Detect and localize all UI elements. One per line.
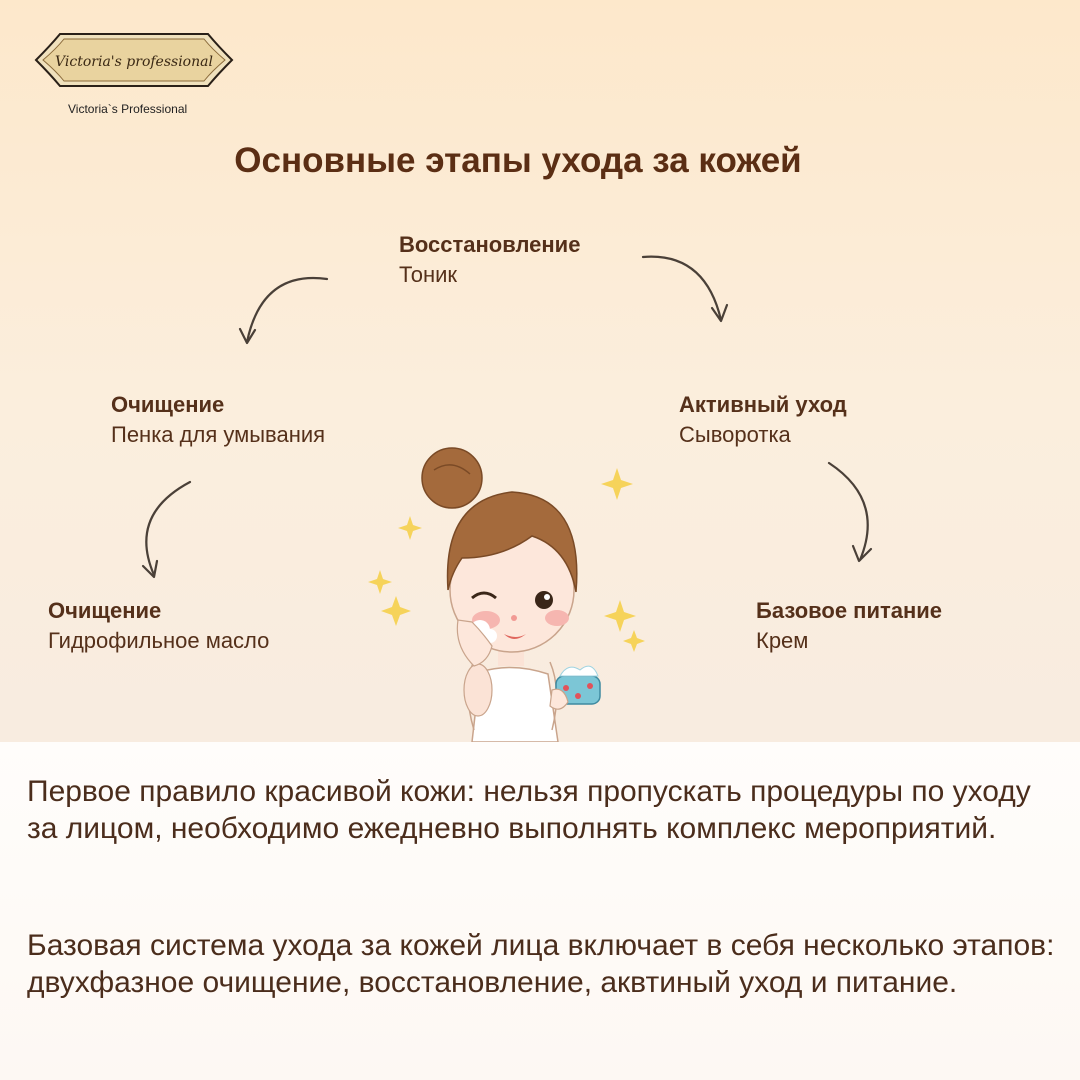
- brand-name: Victoria`s Professional: [68, 102, 188, 116]
- page-title: Основные этапы ухода за кожей: [234, 141, 802, 180]
- step-heading: Активный уход: [679, 392, 847, 417]
- step-heading: Очищение: [48, 598, 162, 623]
- step-heading: Восстановление: [399, 232, 581, 257]
- step-heading: Базовое питание: [756, 598, 943, 623]
- arrow-icon: [240, 278, 327, 343]
- logo-text: Victoria's professional: [55, 54, 213, 70]
- arrow-icon: [829, 463, 871, 561]
- step-product: Сыворотка: [679, 422, 791, 447]
- step-heading: Очищение: [111, 392, 225, 417]
- arrow-icon: [643, 257, 727, 321]
- step-product: Тоник: [399, 262, 458, 287]
- step-product: Пенка для умывания: [111, 422, 326, 447]
- arrow-icon: [143, 482, 190, 577]
- girl-illustration: [362, 440, 662, 742]
- system-paragraph: Базовая система ухода за кожей лица включает в себя несколько этапов: двухфазное очищение, восстановление, аквтиный уход и питание.: [27, 929, 1055, 999]
- intro-paragraph: Первое правило красивой кожи: нельзя пропускать процедуры по уходу за лицом, необходимо ежедневно выполнять комплекс мероприятий.: [27, 775, 1031, 845]
- step-product: Гидрофильное масло: [48, 628, 270, 653]
- step-product: Крем: [756, 628, 809, 653]
